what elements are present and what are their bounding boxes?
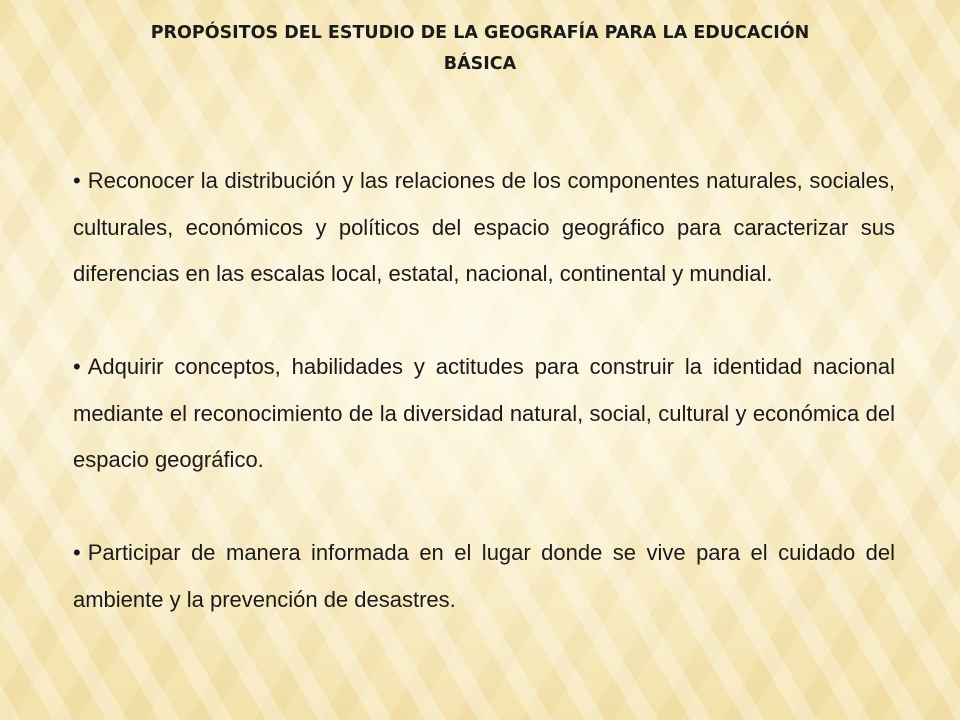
- bullet-point-icon: •: [73, 540, 81, 565]
- bullet-item-2: [73, 344, 895, 484]
- slide-title-line-1: PROPÓSITOS DEL ESTUDIO DE LA GEOGRAFÍA PARA LA EDUCACIÓN: [150, 23, 810, 43]
- bullet-text-2: Adquirir conceptos, habilidades y actitudes para construir la identidad nacional mediante el reconocimiento de la diversidad natural, social, cultural y económica del espacio geográfico.: [73, 354, 895, 472]
- bullet-point-icon: •: [73, 168, 81, 193]
- bullet-text-1: Reconocer la distribución y las relaciones de los componentes naturales, sociales, culturales, económicos y políticos del espacio geográfico para caracterizar sus diferencias en las escalas local, estatal, nacional, continental y mundial.: [73, 168, 895, 286]
- slide-title-line-2: BÁSICA: [443, 54, 517, 74]
- slide-title: [100, 18, 860, 80]
- bullet-item-1: [73, 158, 895, 298]
- bullet-item-3: [73, 530, 895, 623]
- bullet-text-3: Participar de manera informada en el lugar donde se vive para el cuidado del ambiente y la prevención de desastres.: [73, 540, 895, 612]
- bullet-point-icon: •: [73, 354, 81, 379]
- bullet-list: [73, 158, 895, 623]
